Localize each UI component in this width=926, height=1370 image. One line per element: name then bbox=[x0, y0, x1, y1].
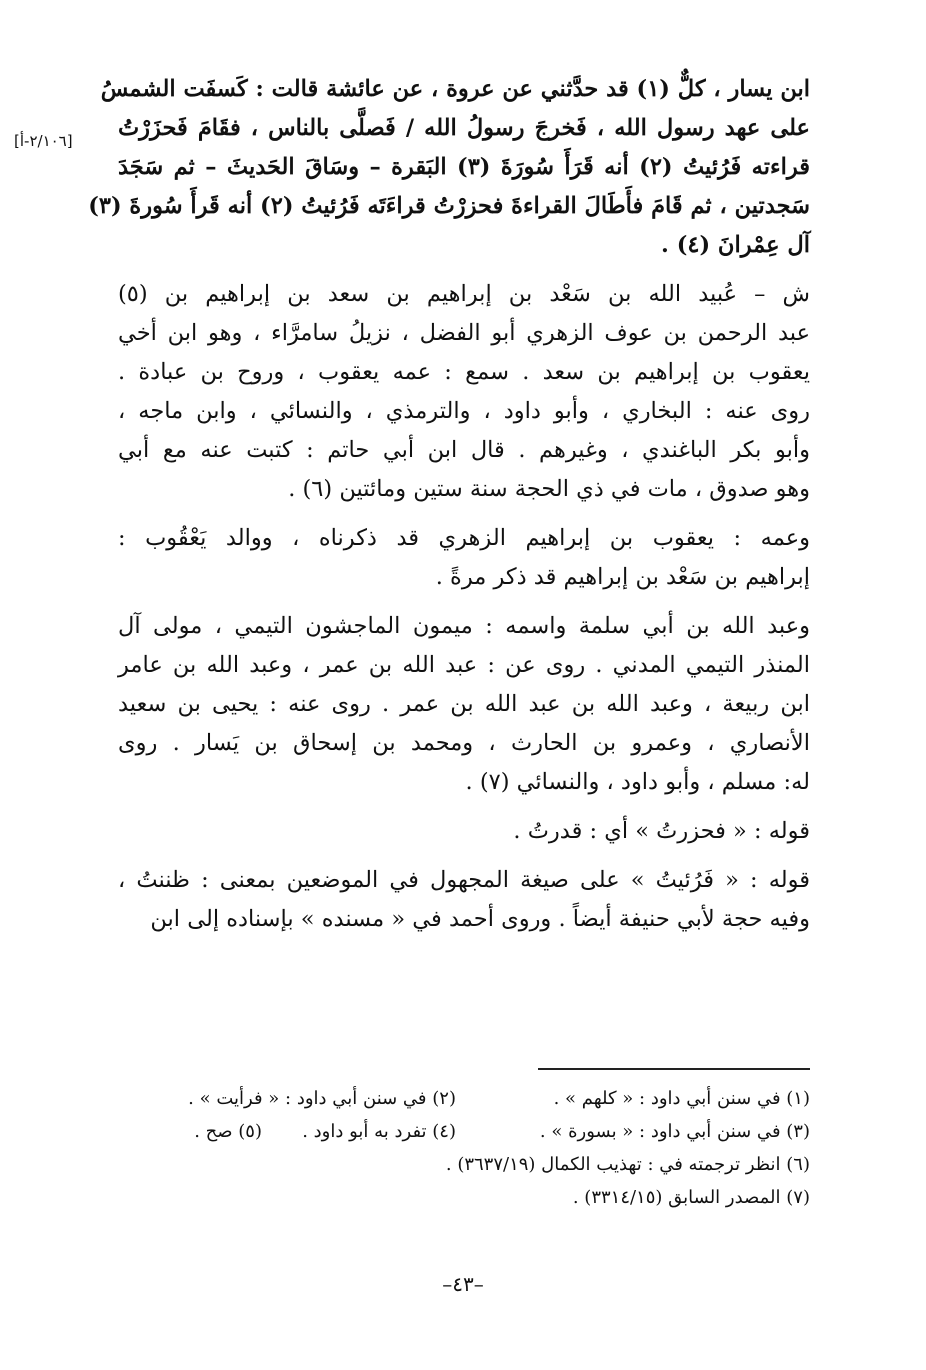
paragraph-uncle bbox=[118, 519, 810, 597]
text-line: على عهد رسول الله ، فَخرجَ رسولُ الله / فَصلَّى بالناس ، فقَامَ فَحزَرْتُ bbox=[118, 115, 810, 141]
paragraph-hadith bbox=[88, 70, 810, 265]
footnote-3: (٣) في سنن أبي داود : « بسورة » . bbox=[539, 1121, 810, 1142]
text-line: له: مسلم ، وأبو داود ، والنسائي (٧) . bbox=[465, 769, 810, 795]
margin-folio-note: [٢/١٠٦-أ] bbox=[14, 132, 73, 150]
text-line: وعبد الله بن أبي سلمة واسمه : ميمون الماجشون التيمي ، مولى آل bbox=[118, 613, 810, 639]
text-line: قوله : « فَرُئيتُ » على صيغة المجهول في الموضعين بمعنى : ظننتُ ، bbox=[118, 867, 810, 893]
text-line: قراءته فَرُئيتُ (٢) أنه قَرَأَ سُورَةَ (٣) البَقرة – وسَاقَ الحَديثَ – ثم سَجَدَ bbox=[118, 154, 810, 180]
text-line: وأبو بكر الباغندي ، وغيرهم . قال ابن أبي حاتم : كتبت عنه مع أبي bbox=[118, 437, 810, 463]
text-line: عبد الرحمن بن عوف الزهري أبو الفضل ، نزيلُ سامرَّاء ، وهو ابن أخي bbox=[118, 320, 810, 346]
footnote-5: (٥) صح . bbox=[194, 1121, 262, 1142]
text-line: ش – عُبيد الله بن سَعْد بن إبراهيم بن سعد بن إبراهيم بن (٥) bbox=[118, 281, 810, 307]
text-line: روى عنه : البخاري ، وأبو داود ، والترمذي ، والنسائي ، وابن ماجه ، bbox=[118, 398, 810, 424]
footnote-2: (٢) في سنن أبي داود : « فرأيت » . bbox=[188, 1088, 456, 1109]
page-number: –٤٣– bbox=[442, 1272, 484, 1296]
paragraph-abdullah bbox=[118, 607, 810, 802]
paragraph-qawluh1 bbox=[118, 812, 810, 851]
main-text bbox=[88, 70, 810, 949]
text-line: وهو صدوق ، مات في ذي الحجة سنة ستين ومائتين (٦) . bbox=[288, 476, 810, 502]
text-line: وعمه : يعقوب بن إبراهيم الزهري قد ذكرناه ، ووالد يَعْقُوب : bbox=[118, 525, 810, 551]
paragraph-qawluh2 bbox=[118, 861, 810, 939]
text-line: يعقوب بن إبراهيم بن سعد . سمع : عمه يعقوب ، وروح بن عبادة . bbox=[118, 359, 810, 385]
footnote-4: (٤) تفرد به أبو داود . bbox=[302, 1121, 456, 1142]
text-line: إبراهيم بن سَعْد بن إبراهيم قد ذكر مرةً . bbox=[435, 564, 810, 590]
paragraph-sharh bbox=[118, 275, 810, 509]
text-line: ابن ربيعة ، وعبد الله بن عبد الله بن عمر . روى عنه : يحيى بن سعيد bbox=[118, 691, 810, 717]
footnote-7: (٧) المصدر السابق (٣٣١٤/١٥) . bbox=[572, 1187, 810, 1208]
footnote-row-2 bbox=[118, 1115, 810, 1148]
footnotes bbox=[118, 1082, 810, 1214]
text-line: سَجدتين ، ثم قَامَ فأَطَالَ القراءةَ فحزرْتُ قراءَتَه فَرُئيتُ (٢) أنه قَرأَ سُورةَ (٣) bbox=[88, 193, 810, 219]
text-line: المنذر التيمي المدني . روى عن : عبد الله بن عمر ، وعبد الله بن عامر bbox=[118, 652, 810, 678]
footnote-1: (١) في سنن أبي داود : « كلهم » . bbox=[553, 1088, 810, 1109]
footnote-row-1 bbox=[118, 1082, 810, 1115]
footnote-separator bbox=[538, 1068, 810, 1070]
text-line: وفيه حجة لأبي حنيفة أيضاً . وروى أحمد في « مسنده » بإسناده إلى ابن bbox=[150, 906, 810, 932]
text-line: قوله : « فحزرتُ » أي : قدرتُ . bbox=[513, 818, 810, 844]
footnote-row-3 bbox=[118, 1148, 810, 1181]
footnote-row-4 bbox=[118, 1181, 810, 1214]
text-line: ابن يسار ، كلٌّ (١) قد حدَّثني عن عروة ، عن عائشة قالت : كَسفَت الشمسُ bbox=[100, 76, 810, 102]
text-line: الأنصاري ، وعمرو بن الحارث ، ومحمد بن إسحاق بن يَسار . روى bbox=[118, 730, 810, 756]
text-line: آل عِمْرانَ (٤) . bbox=[661, 232, 810, 258]
footnote-6: (٦) انظر ترجمته في : تهذيب الكمال (٣٦٣٧/١٩) . bbox=[445, 1154, 810, 1175]
